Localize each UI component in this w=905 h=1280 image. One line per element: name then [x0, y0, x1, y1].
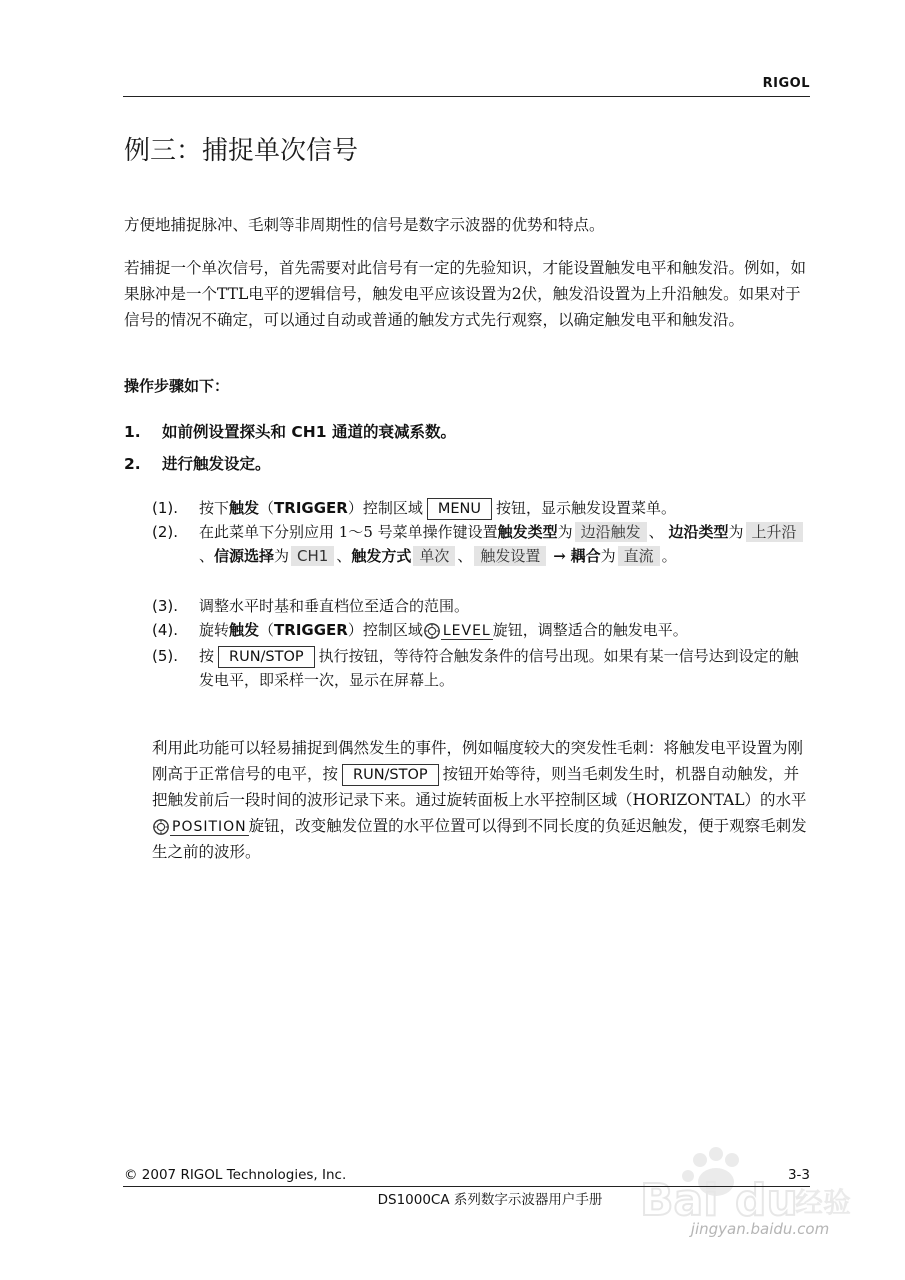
- watermark-url: jingyan.baidu.com: [690, 1220, 830, 1238]
- option-chip: 上升沿: [746, 522, 803, 542]
- text: 、: [336, 547, 352, 565]
- svg-text:du: du: [735, 1175, 798, 1226]
- knob-icon: [152, 818, 170, 836]
- text-bold: 触发类型: [497, 523, 558, 541]
- substep-3: [152, 594, 810, 618]
- svg-text:Bai: Bai: [640, 1175, 719, 1226]
- text: ）控制区域: [347, 621, 423, 639]
- knob-label: LEVEL: [442, 622, 491, 639]
- trigger-label: TRIGGER: [274, 621, 348, 639]
- text: 为: [600, 547, 616, 565]
- text-bold: 触发: [229, 621, 260, 639]
- substep-5: [152, 644, 810, 692]
- text: 按钮开始等待，则当毛刺发生时，机器自动触发，并把触发前后一段时间的波形记录下来。通过旋转面板上水平控制区域（HORIZONTAL）的水平: [152, 765, 807, 809]
- option-chip: CH1: [291, 546, 334, 566]
- substep-label: (4).: [152, 621, 179, 639]
- step-2: [124, 452, 271, 474]
- page-number: 3-3: [787, 1167, 810, 1183]
- step-number: 2.: [124, 455, 141, 473]
- copyright: © 2007 RIGOL Technologies, Inc.: [124, 1167, 347, 1183]
- text: 、: [648, 523, 664, 541]
- text: 按下: [199, 499, 230, 517]
- header-brand: RIGOL: [762, 76, 810, 91]
- text: （: [259, 499, 275, 517]
- text: 执行按钮，等待符合触发条件的信号出现。如果有某一信号达到设定的触发电平，即采样一次，显示在屏幕上。: [199, 647, 799, 689]
- knowledge-paragraph: 若捕捉一个单次信号，首先需要对此信号有一定的先验知识，才能设置触发电平和触发沿。例如，如果脉冲是一个TTL电平的逻辑信号，触发电平应该设置为2伏，触发沿设置为上升沿触发。如果对于信号的情况不确定，可以通过自动或普通的触发方式先行观察，以确定触发电平和触发沿。: [124, 259, 807, 329]
- text: 调整水平时基和垂直档位至适合的范围。: [199, 597, 470, 615]
- step-1: [124, 420, 456, 442]
- knob-label: POSITION: [172, 818, 247, 835]
- text-bold: 信源选择: [214, 547, 275, 565]
- option-chip: 边沿触发: [575, 522, 647, 542]
- text-bold: 触发方式: [351, 547, 412, 565]
- steps-heading: 操作步骤如下：: [124, 377, 230, 395]
- step-text: 如前例设置探头和: [162, 423, 292, 441]
- text: 在此菜单下分别应用 1～5 号菜单操作键设置: [199, 523, 498, 541]
- step-number: 1.: [124, 423, 141, 441]
- step-channel: CH1: [291, 423, 327, 441]
- position-knob: [152, 818, 249, 836]
- text: 。: [661, 547, 677, 565]
- text: 旋钮，调整适合的触发电平。: [492, 621, 688, 639]
- text: 、: [199, 547, 215, 565]
- text: 按钮，显示触发设置菜单。: [496, 499, 677, 517]
- substep-label: (5).: [152, 647, 179, 665]
- text: 为: [274, 547, 290, 565]
- text: 为: [557, 523, 573, 541]
- option-chip: 单次: [413, 546, 455, 566]
- step-text: 通道的衰减系数。: [326, 423, 456, 441]
- text: 旋转: [199, 621, 230, 639]
- text: 为: [728, 523, 744, 541]
- substep-1: [152, 496, 810, 520]
- svg-text:经验: 经验: [795, 1186, 852, 1219]
- text-bold: 边沿类型: [668, 523, 729, 541]
- run-stop-button: RUN/STOP: [218, 646, 315, 668]
- trigger-label: TRIGGER: [274, 499, 348, 517]
- substep-label: (2).: [152, 523, 179, 541]
- text: ）控制区域: [347, 499, 423, 517]
- header-rule: [123, 96, 810, 97]
- closing-paragraph: [152, 735, 810, 865]
- text: 利用此功能可以轻易捕捉到偶然发生的事件，例如幅度较大的突发性毛刺：将触发电平设置为刚刚高于正常信号的电平，按: [152, 739, 804, 783]
- intro-paragraph: 方便地捕捉脉冲、毛刺等非周期性的信号是数字示波器的优势和特点。: [124, 216, 605, 234]
- level-knob: [423, 622, 493, 640]
- option-chip: 直流: [618, 546, 660, 566]
- substep-2: [152, 520, 810, 568]
- arrow-right-icon: →: [553, 547, 566, 565]
- text: 按: [199, 647, 215, 665]
- text-bold: 耦合: [570, 547, 601, 565]
- run-stop-button: RUN/STOP: [342, 764, 439, 786]
- menu-button: MENU: [427, 498, 492, 520]
- text: （: [259, 621, 275, 639]
- substep-label: (1).: [152, 499, 179, 517]
- text-bold: 触发: [229, 499, 260, 517]
- page-title: 例三：捕捉单次信号: [124, 136, 359, 166]
- knob-icon: [423, 622, 441, 640]
- manual-title: DS1000CA 系列数字示波器用户手册: [377, 1192, 603, 1208]
- footer-rule: [123, 1186, 810, 1187]
- option-chip: 触发设置: [474, 546, 546, 566]
- text: 、: [457, 547, 473, 565]
- substep-label: (3).: [152, 597, 179, 615]
- text: 旋钮，改变触发位置的水平位置可以得到不同长度的负延迟触发，便于观察毛刺发生之前的波形。: [152, 817, 807, 861]
- step-text: 进行触发设定。: [162, 455, 271, 473]
- substep-4: [152, 618, 810, 642]
